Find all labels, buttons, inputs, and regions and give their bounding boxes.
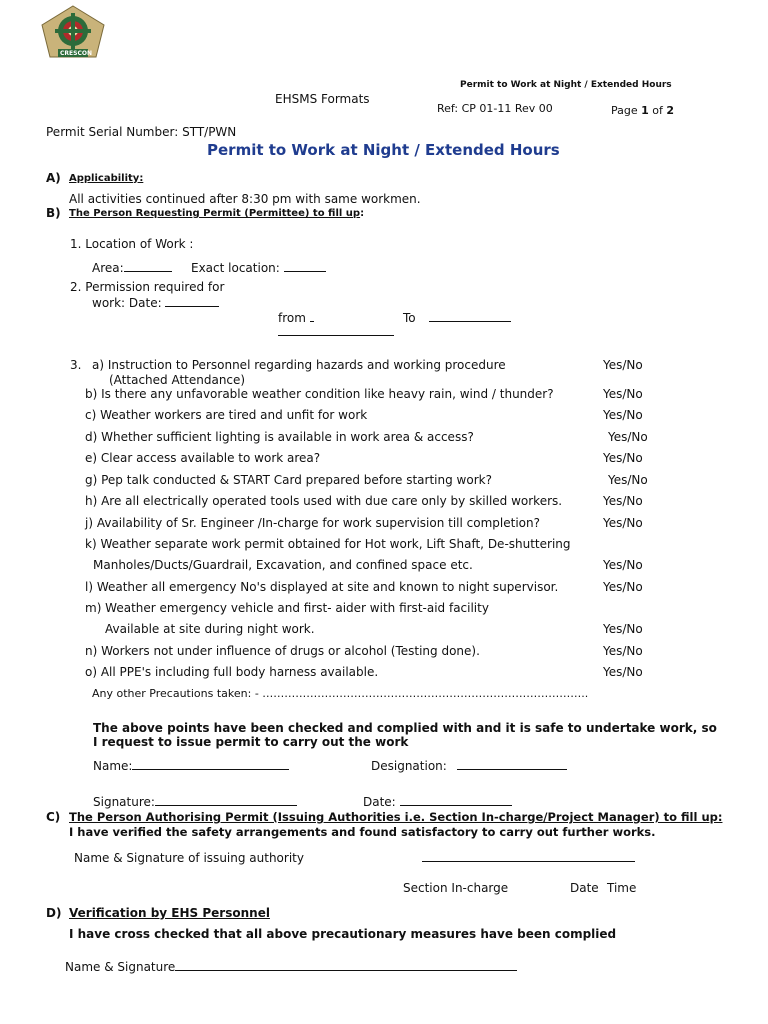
section-a-text: All activities continued after 8:30 pm with same workmen. (69, 192, 421, 206)
section-c-letter: C) (46, 810, 61, 824)
section-a-heading: Applicability: (69, 173, 144, 184)
check-j-answer[interactable]: Yes/No (603, 516, 643, 530)
date-label: Date (570, 881, 599, 895)
check-o-answer[interactable]: Yes/No (603, 665, 643, 679)
section-c-heading: The Person Authorising Permit (Issuing Authorities i.e. Section In-charge/Project Manager) to fill up: (69, 810, 723, 824)
check-e-answer[interactable]: Yes/No (603, 451, 643, 465)
check-k-cont: Manholes/Ducts/Guardrail, Excavation, and confined space etc. (93, 558, 473, 572)
page-title: Permit to Work at Night / Extended Hours (207, 141, 560, 159)
time-label: Time (607, 881, 637, 895)
check-b-answer[interactable]: Yes/No (603, 387, 643, 401)
section-b-heading: The Person Requesting Permit (Permittee) to fill up (69, 208, 361, 219)
check-o: o) All PPE's including full body harness available. (85, 665, 379, 679)
check-k: k) Weather separate work permit obtained for Hot work, Lift Shaft, De-shuttering (85, 537, 571, 551)
check-l: l) Weather all emergency No's displayed at site and known to night supervisor. (85, 580, 559, 594)
check-h: h) Are all electrically operated tools used with due care only by skilled workers. (85, 494, 563, 508)
exact-location-field[interactable]: Exact location: (191, 259, 326, 275)
header-title: Permit to Work at Night / Extended Hours (460, 80, 672, 90)
check-n-answer[interactable]: Yes/No (603, 644, 643, 658)
issuing-authority-field[interactable] (422, 849, 635, 862)
check-g-answer[interactable]: Yes/No (608, 473, 648, 487)
check-d-answer[interactable]: Yes/No (608, 430, 648, 444)
page-indicator: Page 1 of 2 (611, 104, 675, 117)
check-a: a) Instruction to Personnel regarding hazards and working procedure (92, 358, 506, 372)
check-m: m) Weather emergency vehicle and first- aider with first-aid facility (85, 601, 489, 615)
check-c: c) Weather workers are tired and unfit for work (85, 408, 368, 422)
section-c-verified: I have verified the safety arrangements and found satisfactory to carry out further works. (69, 825, 656, 839)
permission-date-field[interactable]: work: Date: (92, 294, 219, 310)
check-d: d) Whether sufficient lighting is available in work area & access? (85, 430, 474, 444)
check-b: b) Is there any unfavorable weather condition like heavy rain, wind / thunder? (85, 387, 554, 401)
check-a-answer[interactable]: Yes/No (603, 358, 643, 372)
section-d-text: I have cross checked that all above precautionary measures have been complied (69, 927, 617, 941)
check-n: n) Workers not under influence of drugs or alcohol (Testing done). (85, 644, 480, 658)
check-g: g) Pep talk conducted & START Card prepared before starting work? (85, 473, 492, 487)
section-incharge-label: Section In-charge (403, 881, 509, 895)
issuing-authority-label: Name & Signature of issuing authority (74, 851, 304, 865)
from-label: from (278, 309, 314, 325)
designation-field[interactable]: Designation: (371, 757, 567, 773)
check-h-answer[interactable]: Yes/No (603, 494, 643, 508)
check-e: e) Clear access available to work area? (85, 451, 321, 465)
other-precautions[interactable]: Any other Precautions taken: - …………………………………………………………………………….. (92, 687, 589, 700)
check-m-answer[interactable]: Yes/No (603, 622, 643, 636)
area-field[interactable]: Area: (92, 259, 172, 275)
ehs-signature-field[interactable]: Name & Signature (65, 958, 517, 974)
from-field[interactable] (278, 323, 394, 336)
ref-number: Ref: CP 01-11 Rev 00 (437, 102, 553, 115)
location-of-work: 1. Location of Work : (70, 237, 194, 251)
company-logo (40, 5, 106, 61)
to-field[interactable]: To (403, 309, 511, 325)
check-k-answer[interactable]: Yes/No (603, 558, 643, 572)
section-b-heading-wrap: The Person Requesting Permit (Permittee) to fill up: (69, 208, 365, 219)
item3-number: 3. (70, 358, 82, 372)
declaration: The above points have been checked and complied with and it is safe to undertake work, so I request to issue permit to carry out the work (93, 721, 717, 749)
serial-number: Permit Serial Number: STT/PWN (46, 125, 237, 139)
signature-field[interactable]: Signature: (93, 793, 297, 809)
section-d-letter: D) (46, 906, 62, 920)
section-b-letter: B) (46, 206, 61, 220)
section-a-letter: A) (46, 171, 61, 185)
date-field[interactable]: Date: (363, 793, 512, 809)
check-m-cont: Available at site during night work. (105, 622, 315, 636)
check-c-answer[interactable]: Yes/No (603, 408, 643, 422)
check-j: j) Availability of Sr. Engineer /In-charge for work supervision till completion? (85, 516, 540, 530)
permission-label: 2. Permission required for (70, 280, 225, 294)
section-d-heading: Verification by EHS Personnel (69, 906, 270, 920)
doc-type: EHSMS Formats (275, 92, 370, 106)
logo-text: CRESCON (60, 50, 92, 57)
check-l-answer[interactable]: Yes/No (603, 580, 643, 594)
name-field[interactable]: Name: (93, 757, 289, 773)
check-a-note: (Attached Attendance) (109, 373, 246, 387)
